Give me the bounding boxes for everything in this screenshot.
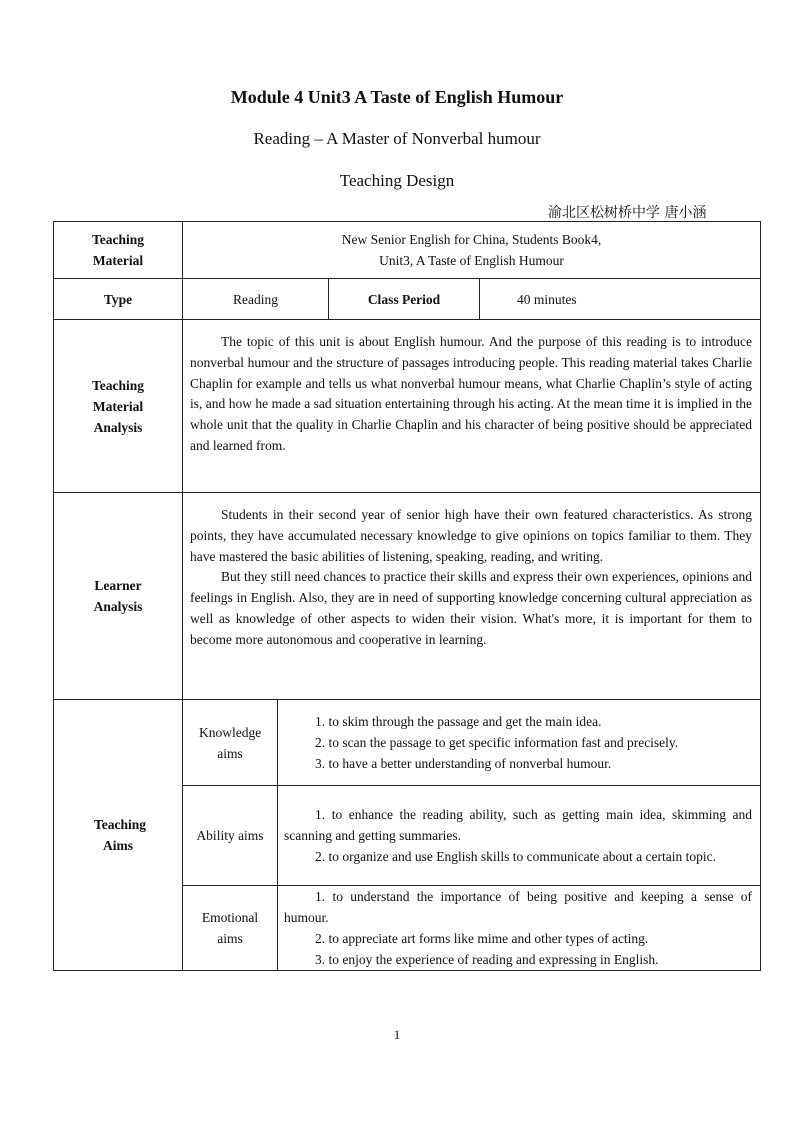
list-item: 1. to skim through the passage and get the main idea. [315,714,602,729]
teaching-material-label: Teaching Material [54,222,183,279]
teaching-material-value: New Senior English for China, Students Book4, Unit3, A Taste of English Humour [183,222,761,279]
teaching-design-table [53,221,761,971]
type-value: Reading [183,279,329,320]
list-item: 2. to scan the passage to get specific information fast and precisely. [315,735,679,750]
document-type: Teaching Design [339,171,455,190]
type-label: Type [54,279,183,320]
page-number: 1 [393,1027,401,1042]
knowledge-aims-label: Knowledge aims [183,700,278,786]
list-item: 1. to enhance the reading ability, such as getting main idea, skimming and scanning and getting summaries. [284,807,753,843]
document-subtitle: Reading – A Master of Nonverbal humour [253,129,541,148]
list-item: 1. to understand the importance of being positive and keeping a sense of humour. [284,889,753,925]
teaching-material-analysis-text: The topic of this unit is about English humour. And the purpose of this reading is to introduce nonverbal humour and the structure of passages introducing people. This reading material takes Charlie Chaplin for example and tells us what nonverbal humour means, what Charlie Chaplin’s style of acting is, and how he made a sad situation entertaining through his acting. At the mean time it is implied in the whole unit that the quality in Charlie Chaplin and his character of being positive should be appreciated and learned from. [183,320,761,493]
document-title: Module 4 Unit3 A Taste of English Humour [230,87,564,107]
teaching-material-analysis-label: Teaching Material Analysis [54,320,183,493]
learner-analysis-label: Learner Analysis [54,493,183,700]
list-item: 2. to organize and use English skills to communicate about a certain topic. [315,849,716,864]
list-item: 3. to enjoy the experience of reading and expressing in English. [315,952,659,967]
list-item: 3. to have a better understanding of nonverbal humour. [315,756,612,771]
ability-aims-label: Ability aims [183,786,278,886]
teaching-aims-label: Teaching Aims [54,700,183,971]
knowledge-aims-list [278,700,761,786]
emotional-aims-list [278,886,761,971]
learner-analysis-text: Students in their second year of senior high have their own featured characteristics. As strong points, they have accumulated necessary knowledge to give opinions on topics familiar to them. They have mastered the basic abilities of listening, speaking, reading, and writing. But they still need chances to practice their skills and express their own experiences, opinions and feelings in English. Also, they are in need of supporting knowledge concerning cultural appreciation as well as knowledge of other aspects to widen their vision. What's more, it is important for them to become more autonomous and cooperative in learning. [183,493,761,700]
class-period-value: 40 minutes [480,279,761,320]
emotional-aims-label: Emotional aims [183,886,278,971]
list-item: 2. to appreciate art forms like mime and other types of acting. [315,931,649,946]
author-line: 渝北区松树桥中学 唐小涵 [548,205,707,221]
class-period-label: Class Period [329,279,480,320]
ability-aims-list [278,786,761,886]
